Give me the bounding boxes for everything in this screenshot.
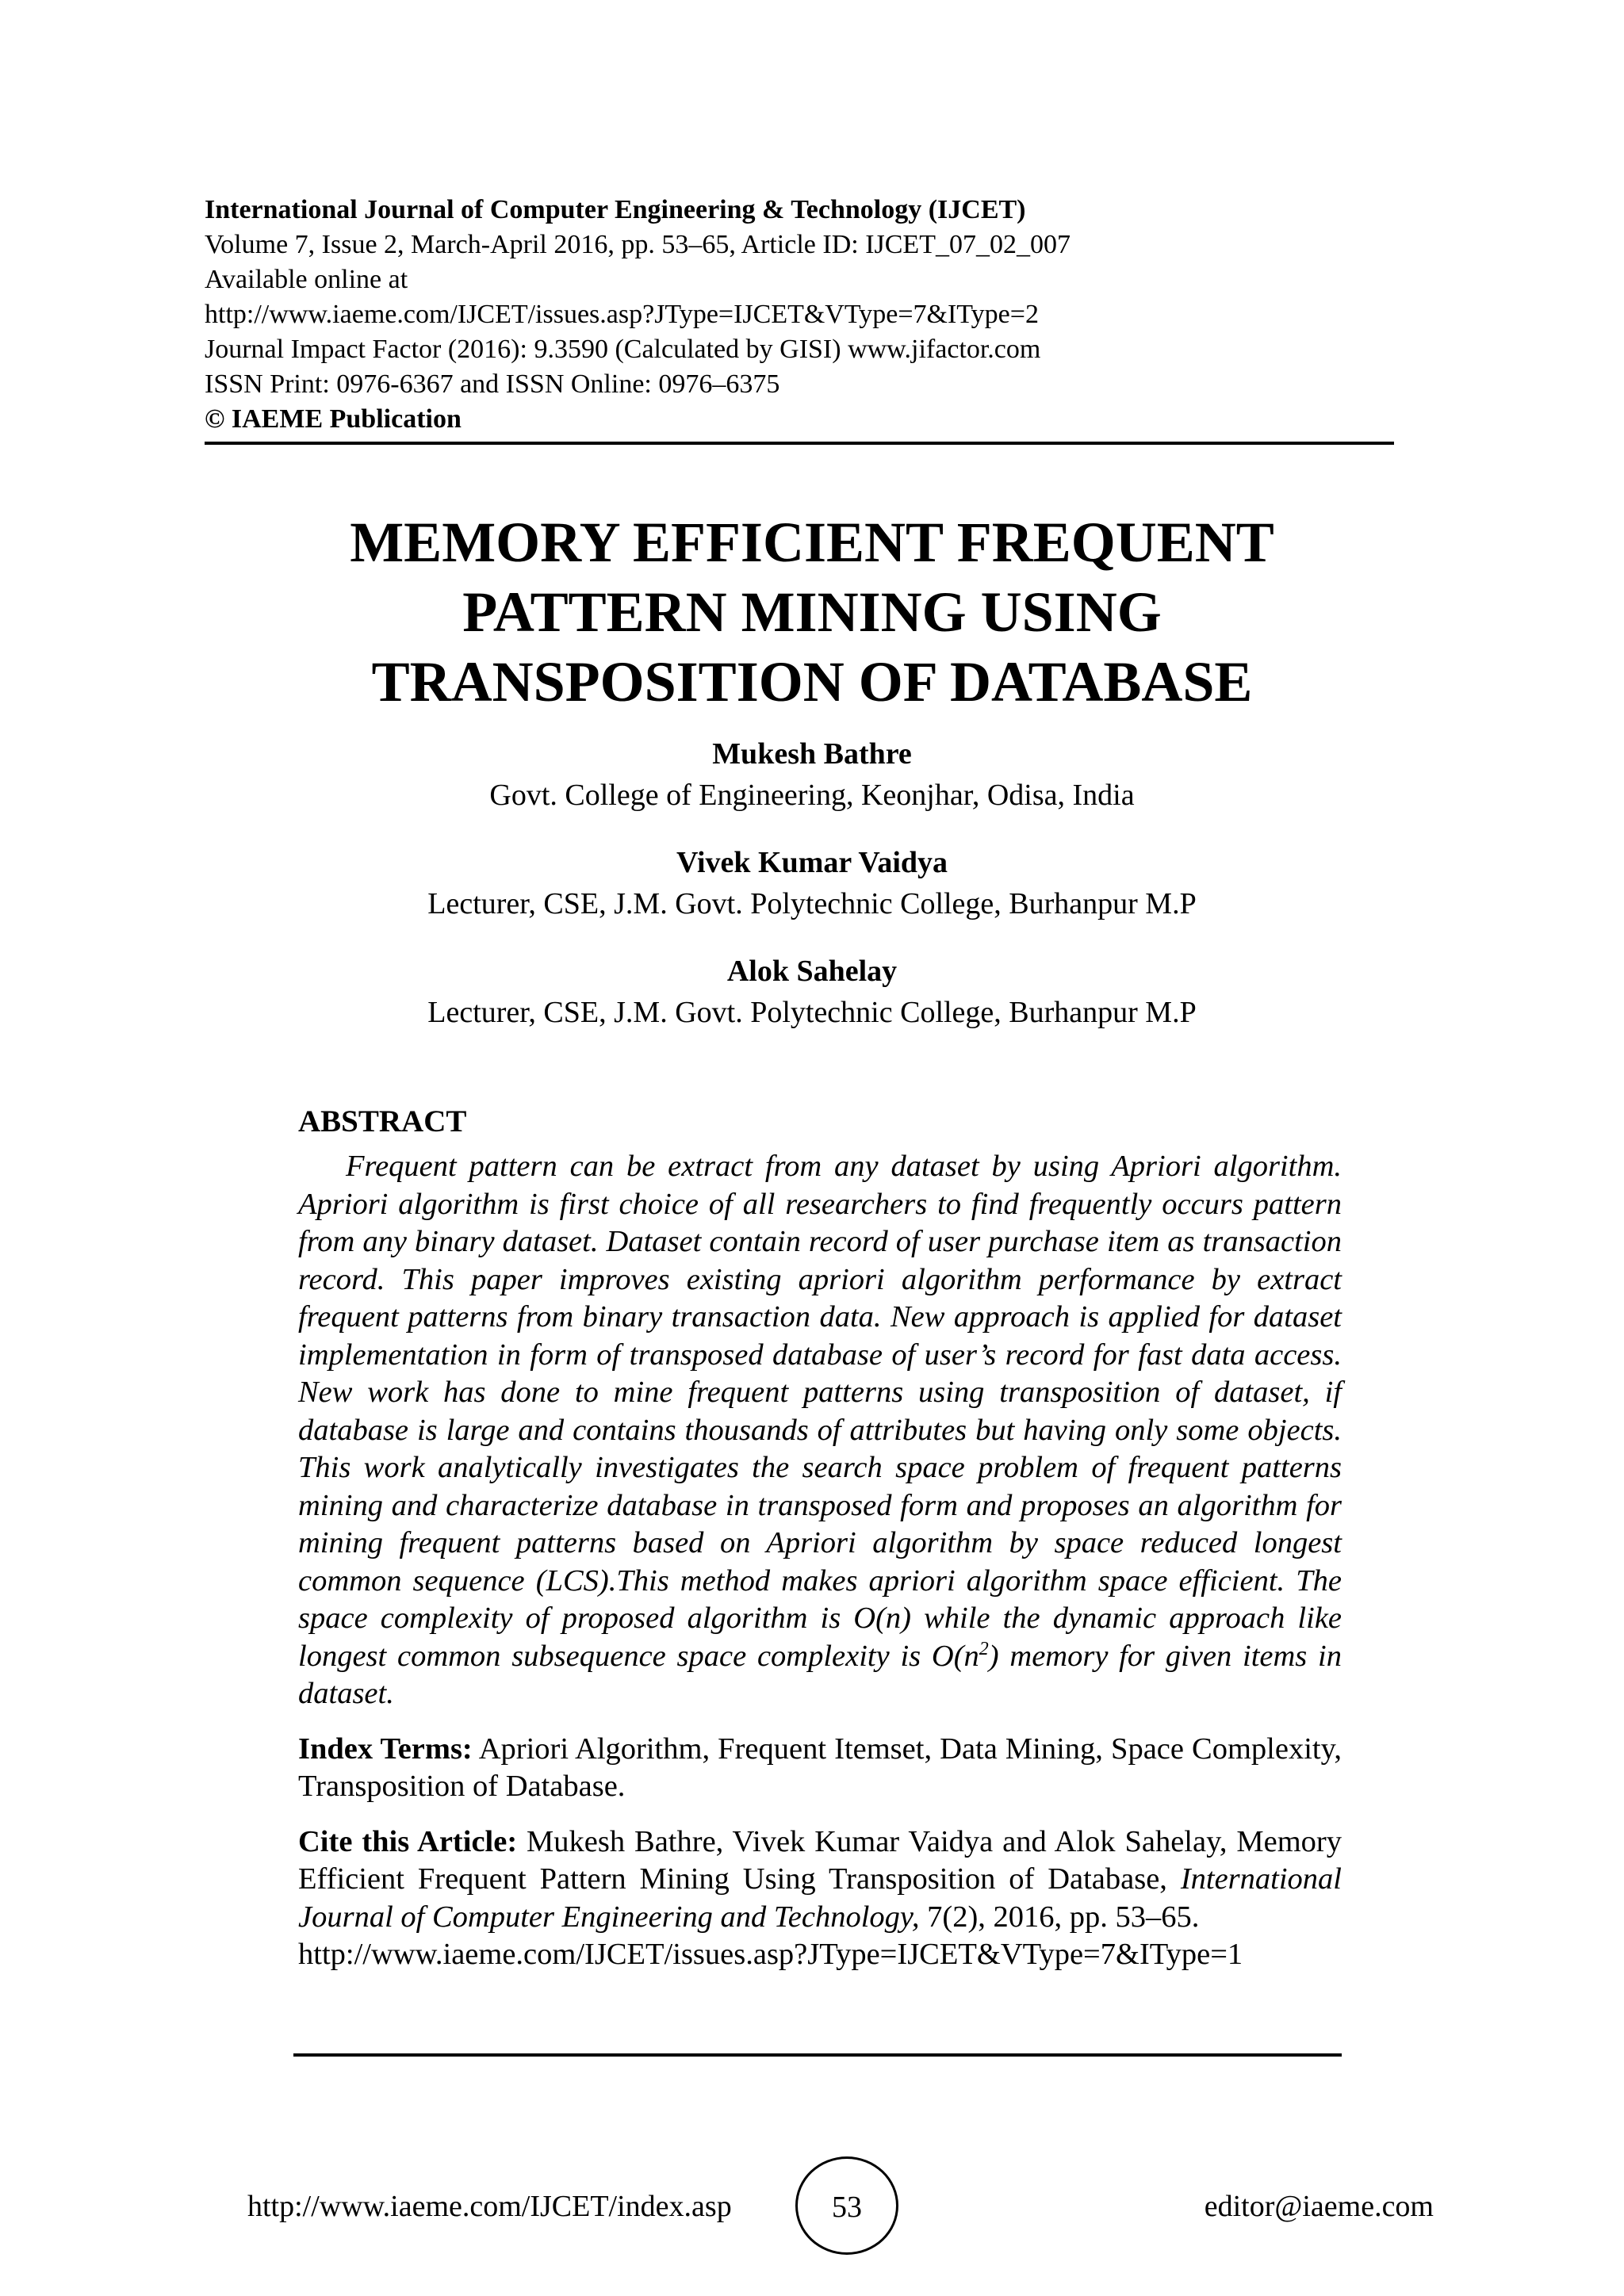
index-terms	[298, 1731, 1342, 1806]
author-affiliation: Lecturer, CSE, J.M. Govt. Polytechnic College, Burhanpur M.P	[427, 887, 1197, 920]
author-list	[0, 733, 1624, 1059]
cite-text: Mukesh Bathre, Vivek Kumar Vaidya and Alok Sahelay, Memory Efficient Frequent Pattern Mining Using Transposition of Database,	[298, 1824, 1342, 1896]
author-block	[0, 842, 1624, 924]
page-number: 53	[832, 2191, 862, 2224]
abstract-section	[298, 1102, 1342, 1974]
author-name: Alok Sahelay	[726, 955, 898, 988]
available-line: Available online at	[205, 265, 408, 294]
abstract-heading: ABSTRACT	[298, 1104, 467, 1138]
author-affiliation: Lecturer, CSE, J.M. Govt. Polytechnic College, Burhanpur M.P	[427, 996, 1197, 1029]
index-terms-label: Index Terms:	[298, 1732, 473, 1766]
cite-journal: International Journal of Computer Engineering and Technology,	[298, 1862, 1342, 1934]
title-line-2: PATTERN MINING USING	[462, 580, 1162, 644]
title-line-3: TRANSPOSITION OF DATABASE	[371, 650, 1253, 714]
cite-details: 7(2), 2016, pp. 53–65.	[919, 1900, 1200, 1934]
page-number-badge	[795, 2156, 898, 2255]
index-terms-text: Apriori Algorithm, Frequent Itemset, Data Mining, Space Complexity, Transposition of Database.	[298, 1732, 1342, 1803]
issue-url-link[interactable]: http://www.iaeme.com/IJCET/issues.asp?JType=IJCET&VType=7&IType=2	[205, 300, 1039, 329]
header-divider	[205, 442, 1394, 445]
abstract-superscript: 2	[979, 1638, 989, 1659]
cite-article	[298, 1823, 1342, 1974]
abstract-text-part-2: ) memory for given items in dataset.	[298, 1639, 1342, 1710]
author-name: Vivek Kumar Vaidya	[676, 846, 948, 879]
journal-name: International Journal of Computer Engineering & Technology (IJCET)	[205, 195, 1026, 224]
paper-title	[0, 507, 1624, 717]
abstract-text-part-1: Frequent pattern can be extract from any dataset by using Apriori algorithm. Apriori algorithm is first choice of all researchers to find frequently occurs pattern from any binary dataset. Dataset contain record of user purchase item as transaction record. This paper improves existing apriori algorithm performance by extract frequent patterns from binary transaction data. New approach is applied for dataset implementation in form of transposed database of user’s record for fast data access. New work has done to mine frequent patterns using transposition of dataset, if database is large and contains thousands of attributes but having only some objects. This work analytically investigates the search space problem of frequent patterns mining and characterize database in transposed form and proposes an algorithm for mining frequent patterns based on Apriori algorithm by space reduced longest common sequence (LCS).This method makes apriori algorithm space efficient. The space complexity of proposed algorithm is O(n) while the dynamic approach like longest common subsequence space complexity is O(n	[298, 1150, 1342, 1673]
author-affiliation: Govt. College of Engineering, Keonjhar, Odisa, India	[489, 779, 1135, 812]
abstract-text	[298, 1148, 1342, 1713]
impact-factor-line: Journal Impact Factor (2016): 9.3590 (Calculated by GISI) www.jifactor.com	[205, 335, 1041, 364]
journal-header	[205, 193, 1394, 437]
author-name: Mukesh Bathre	[712, 737, 912, 771]
cite-label: Cite this Article:	[298, 1824, 518, 1858]
issn-line: ISSN Print: 0976-6367 and ISSN Online: 0976–6375	[205, 369, 780, 399]
author-block	[0, 951, 1624, 1033]
volume-line: Volume 7, Issue 2, March-April 2016, pp. 53–65, Article ID: IJCET_07_02_007	[205, 230, 1071, 259]
title-line-1: MEMORY EFFICIENT FREQUENT	[350, 511, 1274, 574]
cite-divider	[293, 2053, 1342, 2057]
footer-url-link[interactable]: http://www.iaeme.com/IJCET/index.asp	[247, 2190, 732, 2223]
footer-email-link[interactable]: editor@iaeme.com	[1204, 2190, 1434, 2223]
cite-url-link[interactable]: http://www.iaeme.com/IJCET/issues.asp?JType=IJCET&VType=7&IType=1	[298, 1938, 1243, 1971]
publisher-line: © IAEME Publication	[205, 404, 462, 434]
author-block	[0, 733, 1624, 816]
